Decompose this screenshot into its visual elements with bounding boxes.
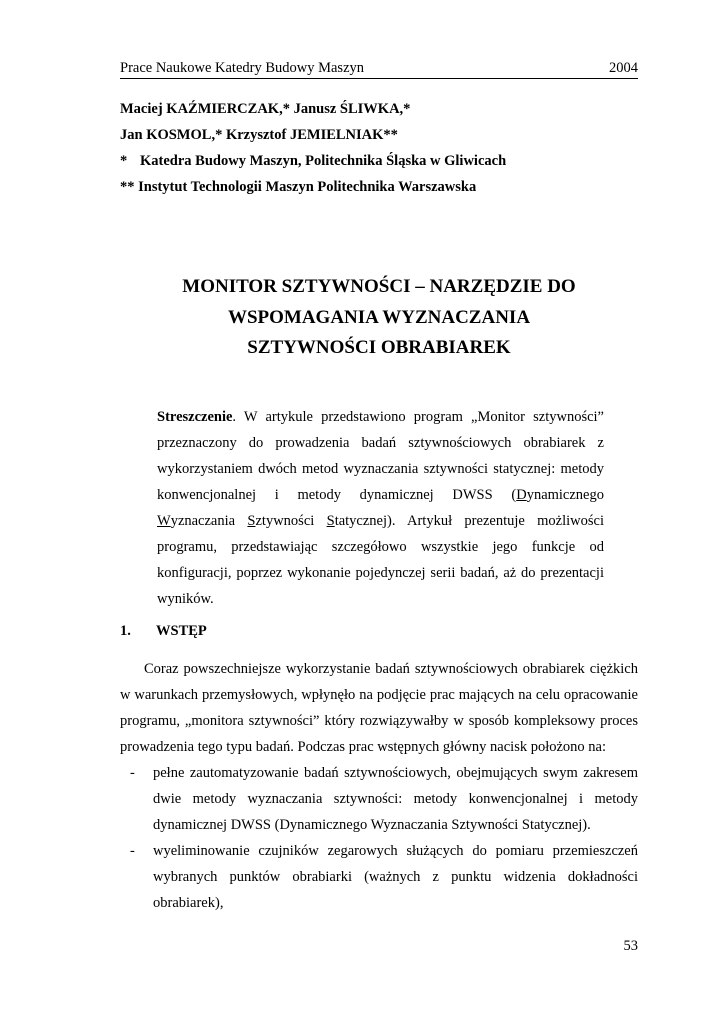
- abstract-paragraph: [157, 404, 604, 612]
- abstract-d-rest: ynamicznego: [526, 487, 604, 503]
- bullet-dash: -: [130, 843, 135, 859]
- title-line-2: WSPOMAGANIA WYZNACZANIA: [227, 306, 531, 328]
- affiliation-2: ** Instytut Technologii Maszyn Politechnika Warszawska: [120, 179, 477, 195]
- list-item: [120, 838, 638, 916]
- abstract-d-letter: D: [516, 487, 527, 503]
- section-heading: [120, 623, 207, 640]
- bullet-dash: -: [130, 765, 135, 781]
- bullet-list: [120, 760, 638, 916]
- affiliation-1-text: Katedra Budowy Maszyn, Politechnika Śląska w Gliwicach: [140, 153, 507, 169]
- page-number: 53: [623, 938, 638, 954]
- abstract-s1-rest: ztywności: [255, 513, 327, 529]
- affiliation-1: [120, 150, 506, 176]
- section-title: WSTĘP: [156, 623, 207, 639]
- list-item-text: wyeliminowanie czujników zegarowych służących do pomiaru przemieszczeń wybranych punktów obrabiarki (ważnych z punktu widzenia dokładności obrabiarek),: [153, 843, 638, 911]
- list-item: [120, 760, 638, 838]
- journal-year: 2004: [609, 60, 638, 76]
- abstract-s1-letter: S: [247, 513, 256, 529]
- abstract-text-b: tatycznej). Artykuł prezentuje możliwości programu, przedstawiając szczegółowo wszystkie jego funkcje od konfiguracji, poprzez wykonanie pojedynczej serii badań, aż do prezentacji wyników.: [157, 513, 604, 607]
- journal-name: Prace Naukowe Katedry Budowy Maszyn: [120, 60, 365, 76]
- abstract-w-letter: W: [157, 513, 171, 529]
- authors-line-2: Jan KOSMOL,* Krzysztof JEMIELNIAK**: [120, 127, 398, 143]
- running-header: [120, 60, 638, 79]
- abstract-w-rest: yznaczania: [170, 513, 248, 529]
- list-item-text: pełne zautomatyzowanie badań sztywnościowych, obejmujących swym zakresem dwie metody wyznaczania sztywności: metody konwencjonalnej i metody dynamicznej DWSS (Dynamicznego Wyznaczania Sztywności Statycznej).: [153, 765, 638, 833]
- abstract-text-a: . W artykule przedstawiono program „Monitor sztywności” przeznaczony do prowadzenia badań sztywnościowych obrabiarek z wykorzystaniem dwóch metod wyznaczania sztywności statycznej: metody konwencjonalnej i metody dynamicznej DWSS (: [157, 409, 604, 503]
- author-block: [120, 98, 506, 202]
- title-line-1: MONITOR SZTYWNOŚCI – NARZĘDZIE DO: [182, 276, 576, 297]
- abstract: [157, 404, 604, 612]
- section-number: 1.: [120, 623, 131, 639]
- intro-paragraph: Coraz powszechniejsze wykorzystanie badań sztywnościowych obrabiarek ciężkich w warunkach przemysłowych, wpłynęło na podjęcie prac mających na celu opracowanie programu, „monitora sztywności” który rozwiązywałby w sposób kompleksowy proces prowadzenia tego typu badań. Podczas prac wstępnych główny nacisk położono na:: [120, 661, 638, 755]
- body-text: [120, 656, 638, 916]
- abstract-s2-letter: S: [326, 513, 335, 529]
- affiliation-1-mark: *: [120, 153, 128, 169]
- authors-line-1: Maciej KAŹMIERCZAK,* Janusz ŚLIWKA,*: [120, 101, 411, 117]
- title-line-3: SZTYWNOŚCI OBRABIAREK: [247, 337, 511, 358]
- paper-title: [120, 272, 638, 364]
- abstract-label: Streszczenie: [157, 409, 233, 425]
